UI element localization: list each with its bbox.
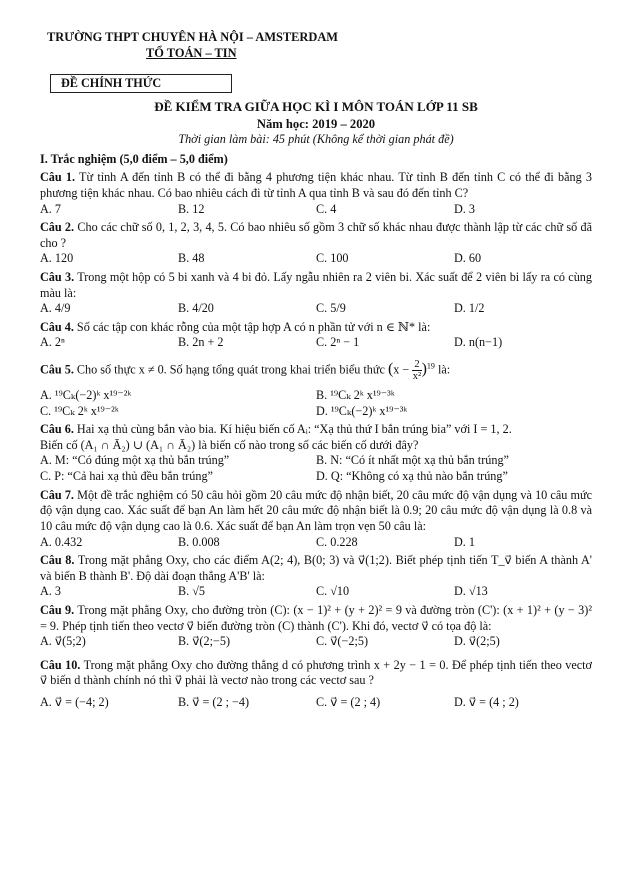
option: C. ¹⁹Cₖ 2ᵏ x¹⁹⁻²ᵏ: [40, 403, 119, 418]
options-2: [40, 251, 592, 267]
option: B. 2n + 2: [178, 335, 224, 350]
option: D. ¹⁹Cₖ(−2)ᵏ x¹⁹⁻³ᵏ: [316, 403, 408, 418]
option: D. 1: [454, 534, 475, 549]
option: A. M: “Có đúng một xạ thủ bắn trúng”: [40, 453, 230, 468]
school-year: Năm học: 2019 – 2020: [256, 116, 376, 131]
option: A. 7: [40, 201, 61, 216]
option: D. 3: [454, 201, 475, 216]
official-label: ĐỀ CHÍNH THỨC: [50, 74, 232, 94]
options-9: [40, 634, 592, 650]
option: C. v⃗ = (2 ; 4): [316, 695, 381, 710]
exam-page: [40, 30, 592, 711]
options-5: [40, 388, 592, 419]
question-2: Câu 2. Cho các chữ số 0, 1, 2, 3, 4, 5. Có bao nhiêu số gồm 3 chữ số khác nhau được thành lập từ các chữ số đã cho ?: [40, 220, 592, 250]
option: B. √5: [178, 584, 206, 599]
option: A. v⃗(5;2): [40, 634, 86, 649]
exam-title: ĐỀ KIỂM TRA GIỮA HỌC KÌ I MÔN TOÁN LỚP 11 SB: [154, 99, 478, 115]
option: A. 0.432: [40, 534, 83, 549]
question-10: Câu 10. Trong mặt phẳng Oxy cho đường thẳng d có phương trình x + 2y − 1 = 0. Để phép tịnh tiến theo vectơ v⃗ biến d thành chính nó thì v⃗ phải là vectơ nào trong các vectơ sau ?: [40, 657, 592, 688]
options-4: [40, 335, 592, 351]
department: TỔ TOÁN – TIN: [146, 45, 237, 60]
options-3: [40, 301, 592, 317]
option: B. v⃗(2;−5): [178, 634, 230, 649]
question-4: Câu 4. Số các tập con khác rỗng của một tập hợp A có n phần tử với n ∈ ℕ* là:: [40, 319, 431, 334]
option: B. N: “Có ít nhất một xạ thủ bắn trúng”: [316, 453, 509, 468]
option: D. √13: [454, 584, 488, 599]
options-8: [40, 584, 592, 600]
question-5: Câu 5. Cho số thực x ≠ 0. Số hạng tổng quát trong khai triển biểu thức (x − $\frac{2}{\text{x²}}$ )$^{19}$ là:: [40, 359, 451, 383]
option: C. 5/9: [316, 301, 346, 316]
option: A. 4/9: [40, 301, 71, 316]
option: C. v⃗(−2;5): [316, 634, 368, 649]
option: B. 12: [178, 201, 205, 216]
option: D. 60: [454, 251, 482, 266]
question-6: Câu 6. Hai xạ thủ cùng bắn vào bia. Kí hiệu biến cố Aᵢ: “Xạ thủ thứ I bắn trúng bia” với I = 1, 2.: [40, 422, 512, 437]
option: D. 1/2: [454, 301, 485, 316]
option: B. 48: [178, 251, 205, 266]
question-6-line2: Biến cố (A₁ ∩ Ā₂) ∪ (A₁ ∩ Ā₂) là biến cố nào trong số các biến cố dưới đây?: [40, 437, 419, 452]
option: A. 2ⁿ: [40, 335, 65, 350]
option: B. 0.008: [178, 534, 220, 549]
option: C. 100: [316, 251, 349, 266]
question-7: Câu 7. Một đề trắc nghiệm có 50 câu hỏi gồm 20 câu mức độ nhận biết, 20 câu mức độ vận dụng và 10 câu mức độ vận dụng cao. Xác suất để bạn An làm hết 20 câu mức độ nhận biết là 0.9; 20 câu mức độ vận dụng là 0.8 và 10 câu mức độ vận dụng cao là 0.6. Xác suất để bạn An làm trọn vẹn 50 câu là:: [40, 487, 592, 533]
option: D. v⃗ = (4 ; 2): [454, 695, 519, 710]
option: B. v⃗ = (2 ; −4): [178, 695, 250, 710]
option: D. Q: “Không có xạ thủ nào bắn trúng”: [316, 469, 508, 484]
option: A. v⃗ = (−4; 2): [40, 695, 109, 710]
option: C. 2ⁿ − 1: [316, 335, 360, 350]
question-1: Câu 1. Từ tỉnh A đến tỉnh B có thể đi bằng 4 phương tiện khác nhau. Từ tỉnh B đến tỉnh C có thể đi bằng 3 phương tiện khác nhau. Có bao nhiêu cách đi từ tỉnh A qua tỉnh B và sau đó đến tỉnh C?: [40, 170, 592, 200]
option: C. √10: [316, 584, 350, 599]
option: A. 120: [40, 251, 74, 266]
option: D. n(n−1): [454, 335, 503, 350]
option: A. 3: [40, 584, 61, 599]
question-8: Câu 8. Trong mặt phẳng Oxy, cho các điểm A(2; 4), B(0; 3) và v⃗(1;2). Biết phép tịnh tiến T_v⃗ biến A thành A' và biến B thành B'. Độ dài đoạn thẳng A'B' là:: [40, 553, 592, 583]
school-name: TRƯỜNG THPT CHUYÊN HÀ NỘI – AMSTERDAM: [47, 30, 338, 44]
option: B. 4/20: [178, 301, 214, 316]
option: C. 4: [316, 201, 337, 216]
question-3: Câu 3. Trong một hộp có 5 bi xanh và 4 bi đỏ. Lấy ngẫu nhiên ra 2 viên bi. Xác suất để 2 viên bi lấy ra có cùng màu là:: [40, 269, 592, 300]
time-limit: Thời gian làm bài: 45 phút (Không kể thời gian phát đề): [178, 132, 454, 147]
option: D. v⃗(2;5): [454, 634, 500, 649]
options-1: [40, 202, 592, 218]
question-9: Câu 9. Trong mặt phẳng Oxy, cho đường tròn (C): (x − 1)² + (y + 2)² = 9 và đường tròn (C'): (x + 1)² + (y − 3)² = 9. Phép tịnh tiến theo vectơ v⃗ biến đường tròn (C) thành (C'). Khi đó, vectơ v⃗ có tọa độ là:: [40, 602, 592, 633]
option: A. ¹⁹Cₖ(−2)ᵏ x¹⁹⁻²ᵏ: [40, 388, 132, 403]
options-10: [40, 695, 592, 711]
option: C. P: “Cả hai xạ thủ đều bắn trúng”: [40, 469, 213, 484]
option: B. ¹⁹Cₖ 2ᵏ x¹⁹⁻³ᵏ: [316, 388, 395, 403]
options-6: [40, 453, 592, 484]
option: C. 0.228: [316, 534, 358, 549]
section-title: I. Trắc nghiệm (5,0 điểm – 5,0 điểm): [40, 151, 228, 166]
options-7: [40, 535, 592, 551]
